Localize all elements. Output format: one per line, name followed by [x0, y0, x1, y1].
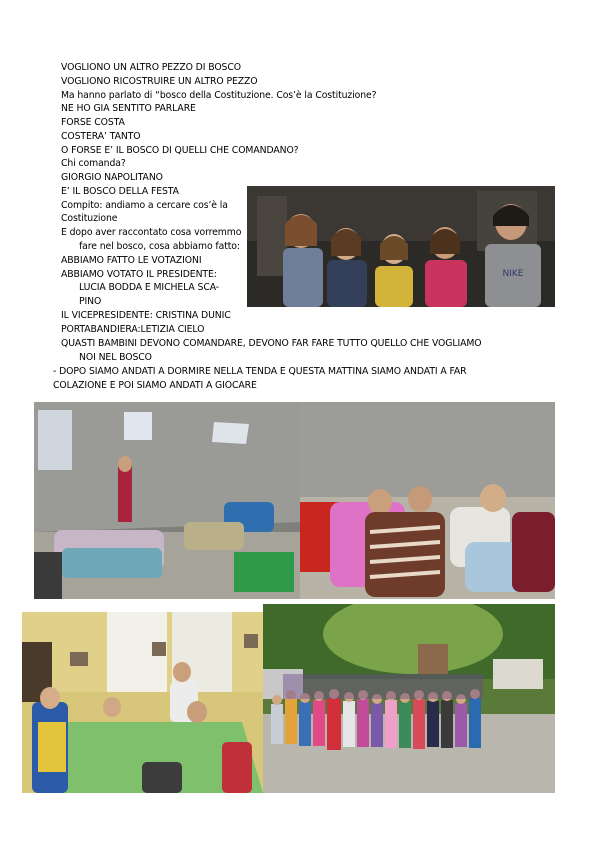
sleeping-bags-photo [300, 402, 555, 599]
text-line: Costituzione [61, 213, 118, 224]
children-group-photo [247, 186, 555, 307]
text-line: ABBIAMO FATTO LE VOTAZIONI [61, 255, 202, 266]
text-line: LUCIA BODDA E MICHELA SCA- [79, 282, 220, 293]
text-line: QUASTI BAMBINI DEVONO COMANDARE, DEVONO FAR FARE TUTTO QUELLO CHE VOGLIAMO [61, 338, 482, 349]
text-line: Compito: andiamo a cercare cos’è la [61, 200, 228, 211]
text-line: NE HO GIA SENTITO PARLARE [61, 103, 196, 114]
text-line: ABBIAMO VOTATO IL PRESIDENTE: [61, 269, 217, 280]
text-line: VOGLIONO UN ALTRO PEZZO DI BOSCO [61, 62, 241, 73]
shirt-print-text: NIKE [502, 269, 524, 279]
text-line: E dopo aver raccontato cosa vorremmo [61, 227, 242, 238]
text-line: fare nel bosco, cosa abbiamo fatto: [79, 241, 240, 252]
text-line: Ma hanno parlato di “bosco della Costituzione. Cos’è la Costituzione? [61, 90, 377, 101]
text-line: COLAZIONE E POI SIAMO ANDATI A GIOCARE [53, 380, 257, 391]
text-line: NOI NEL BOSCO [79, 352, 152, 363]
text-line: - DOPO SIAMO ANDATI A DORMIRE NELLA TENDA E QUESTA MATTINA SIAMO ANDATI A FAR [53, 366, 467, 377]
text-line: GIORGIO NAPOLITANO [61, 172, 163, 183]
breakfast-room-photo [22, 612, 263, 793]
text-line: VOGLIONO RICOSTRUIRE UN ALTRO PEZZO [61, 76, 258, 87]
outdoor-group-photo [263, 604, 555, 793]
text-line: FORSE COSTA [61, 117, 125, 128]
text-line: IL VICEPRESIDENTE: CRISTINA DUNIC [61, 310, 231, 321]
text-line: PORTABANDIERA:LETIZIA CIELO [61, 324, 205, 335]
text-line: PINO [79, 296, 102, 307]
tent-interior-photo [34, 402, 300, 599]
text-line: E’ IL BOSCO DELLA FESTA [61, 186, 179, 197]
text-line: Chi comanda? [61, 158, 126, 169]
text-line: O FORSE E’ IL BOSCO DI QUELLI CHE COMANDANO? [61, 145, 299, 156]
text-line: COSTERA’ TANTO [61, 131, 141, 142]
